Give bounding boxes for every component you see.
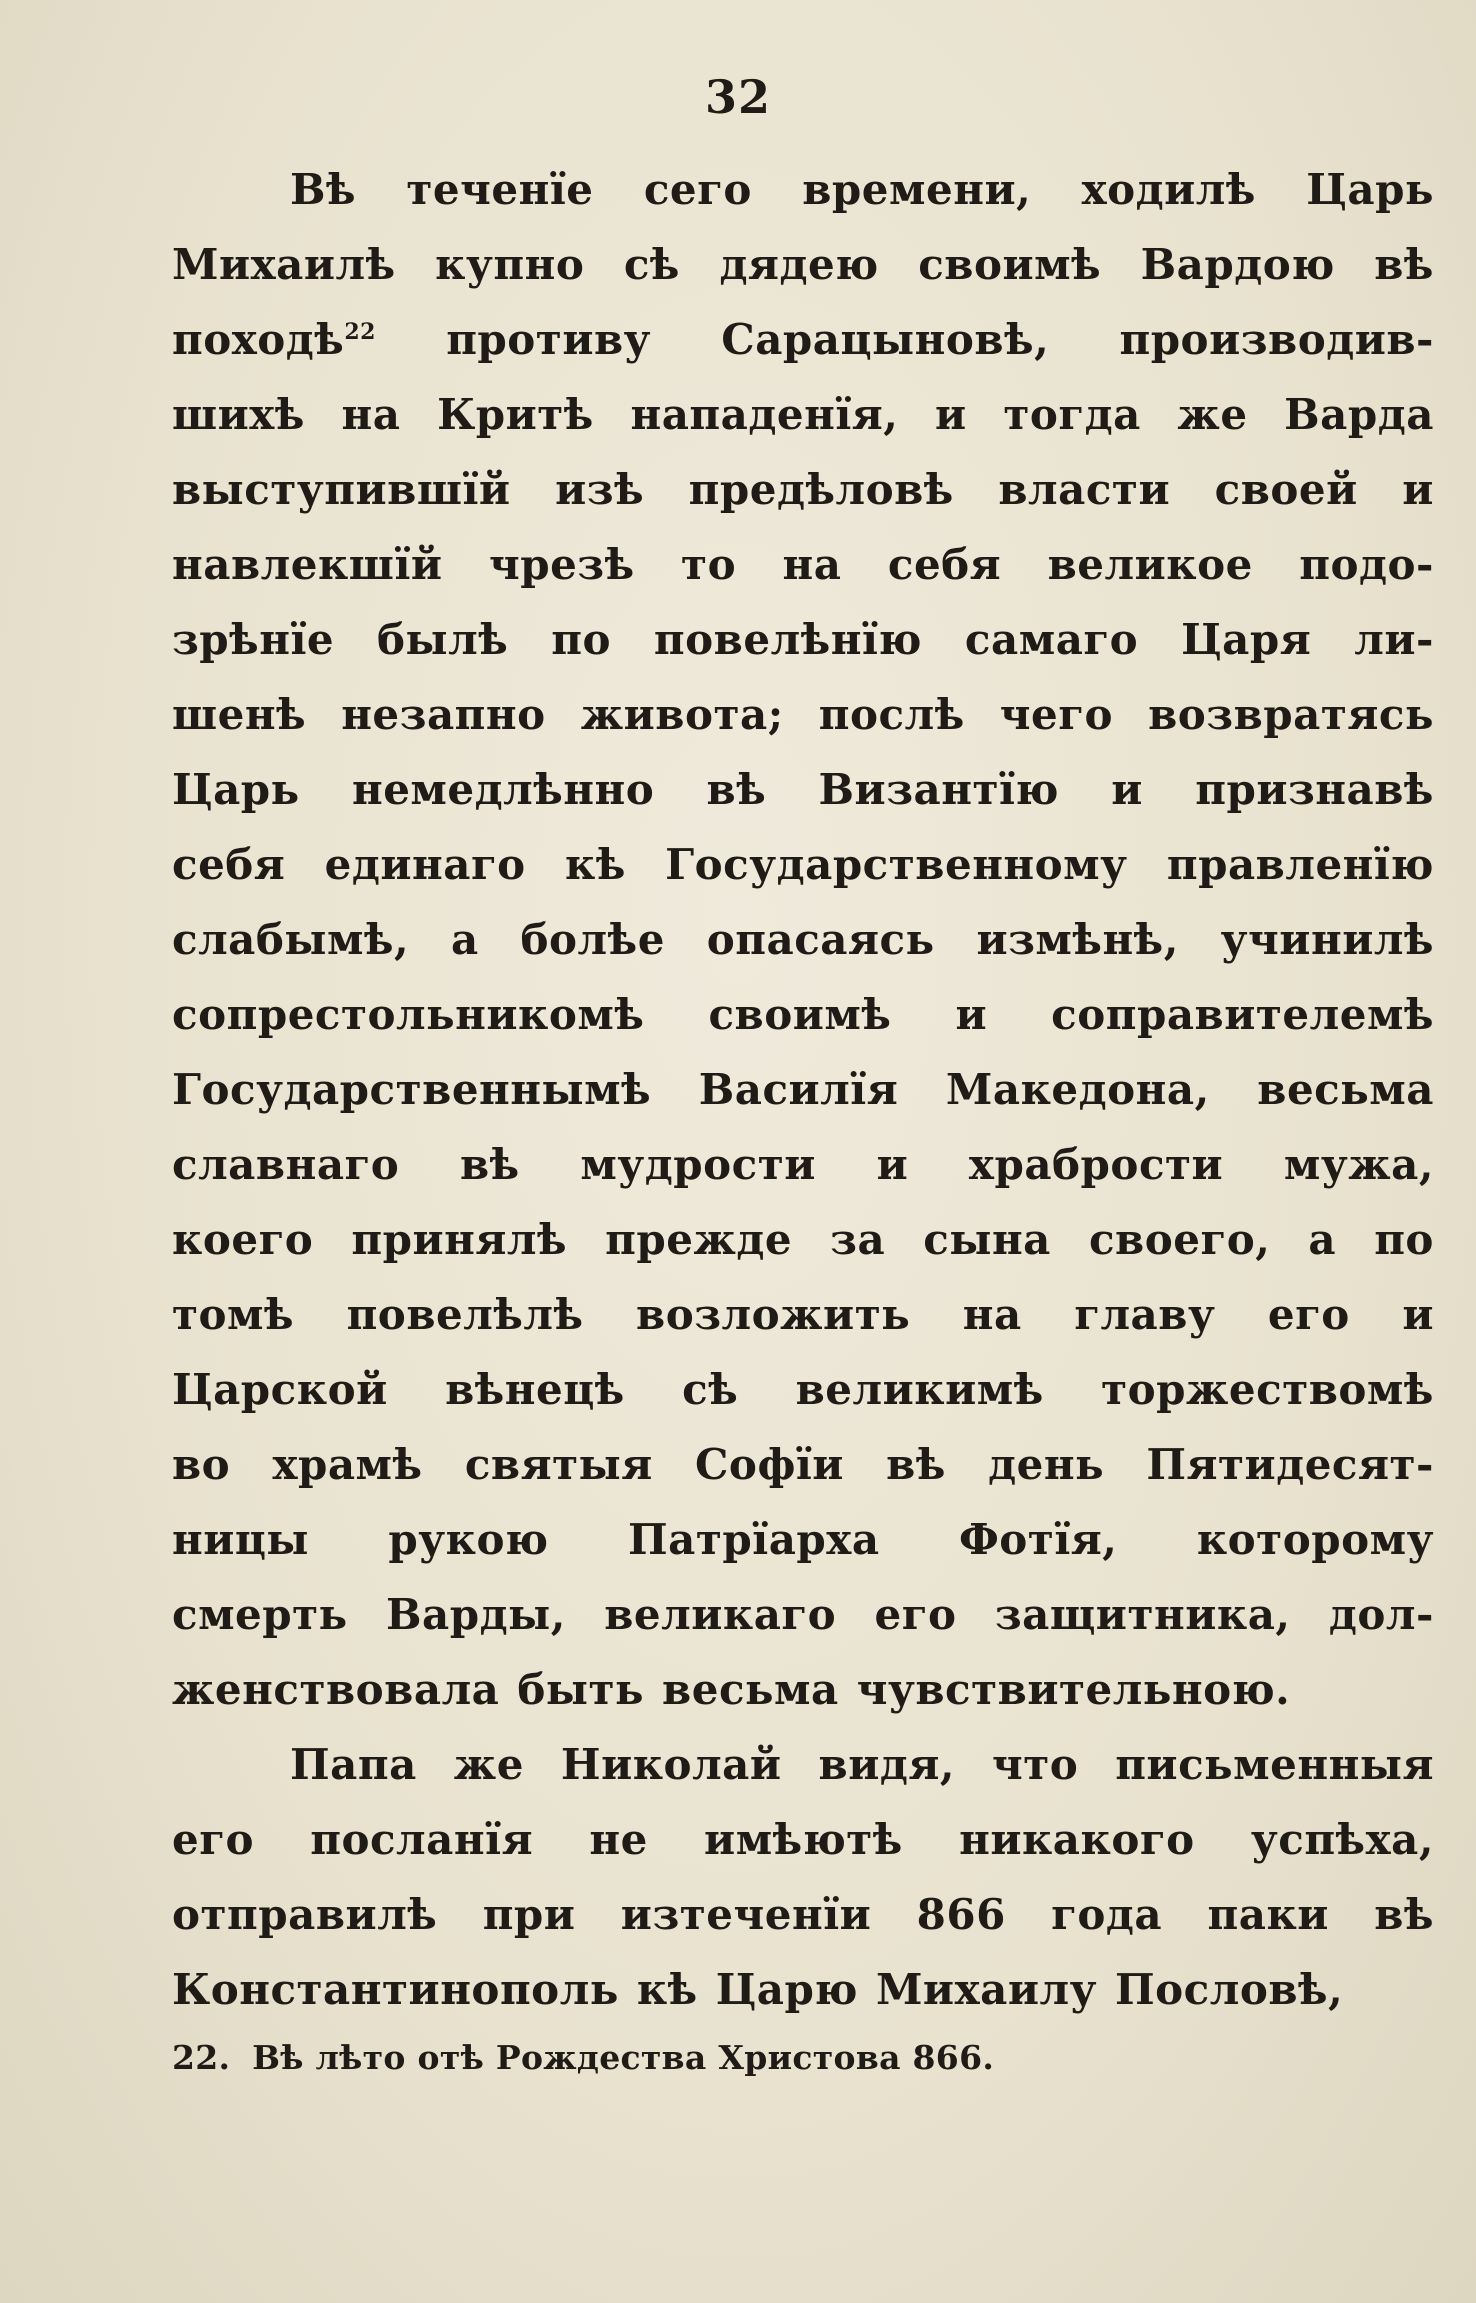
word: и — [935, 390, 967, 439]
word: Вѣ — [290, 165, 357, 214]
word: Государственнымѣ — [172, 1065, 652, 1114]
paragraph-1 — [172, 165, 1434, 1740]
text-line — [172, 1365, 1434, 1440]
word: Царя — [1181, 615, 1312, 664]
word: сѣ — [623, 240, 680, 289]
word: себя — [172, 840, 286, 889]
word: возложить — [636, 1290, 911, 1339]
word: власти — [998, 465, 1171, 514]
word: купно — [435, 240, 585, 289]
word: видя, — [818, 1740, 955, 1789]
word: вѣ — [706, 765, 767, 814]
word: письменныя — [1115, 1740, 1434, 1789]
word: Папа — [290, 1740, 417, 1789]
text-line — [172, 1515, 1434, 1590]
word: и — [876, 1140, 909, 1189]
word: на — [782, 540, 842, 589]
word: Вардою — [1140, 240, 1335, 289]
word: и — [955, 990, 988, 1039]
text-line — [172, 540, 1434, 615]
word: принялѣ — [351, 1215, 568, 1264]
word: признавѣ — [1195, 765, 1434, 814]
word: то — [681, 540, 737, 589]
word: святыя — [464, 1440, 653, 1489]
word: чрезѣ — [488, 540, 635, 589]
word: соправителемѣ — [1051, 990, 1434, 1039]
word: слабымѣ, — [172, 915, 410, 964]
word: его — [1267, 1290, 1350, 1339]
word: шихѣ — [172, 390, 305, 439]
word: защитника, — [994, 1590, 1291, 1639]
word: ницы — [172, 1515, 310, 1564]
word: томѣ — [172, 1290, 295, 1339]
word: и — [1402, 465, 1434, 514]
word: и — [1111, 765, 1143, 814]
word: сѣ — [682, 1365, 739, 1414]
word: Фотїя, — [958, 1515, 1118, 1564]
word: своимѣ — [918, 240, 1102, 289]
word: Пословѣ, — [1114, 1965, 1344, 2014]
word: кѣ — [564, 840, 626, 889]
word: коего — [172, 1215, 314, 1264]
word: болѣе — [520, 915, 665, 964]
footnote-number: 22. — [172, 2038, 231, 2077]
word: чего — [999, 690, 1114, 739]
word: по — [551, 615, 611, 664]
word: вѣ — [886, 1440, 946, 1489]
word: возвратясь — [1148, 690, 1434, 739]
text-line — [172, 1440, 1434, 1515]
text-line — [172, 1890, 1434, 1965]
text-line — [172, 1140, 1434, 1215]
text-line — [172, 990, 1434, 1065]
word: храмѣ — [272, 1440, 423, 1489]
word: Византїю — [818, 765, 1060, 814]
word: сына — [923, 1215, 1051, 1264]
word: повелѣлѣ — [346, 1290, 584, 1339]
word: подо- — [1299, 540, 1434, 589]
footnote-reference: 22 — [344, 319, 376, 345]
word: главу — [1074, 1290, 1216, 1339]
word: великаго — [604, 1590, 837, 1639]
word: Варды, — [386, 1590, 566, 1639]
word: немедлѣнно — [351, 765, 655, 814]
word: чувствительною. — [856, 1665, 1291, 1714]
word: женствовала — [172, 1665, 500, 1714]
word: времени, — [802, 165, 1032, 214]
word: дол- — [1328, 1590, 1434, 1639]
text-line — [172, 765, 1434, 840]
word: а — [1308, 1215, 1337, 1264]
word: никакого — [959, 1815, 1195, 1864]
word: смерть — [172, 1590, 348, 1639]
word: Царю — [715, 1965, 858, 2014]
text-line — [172, 1065, 1434, 1140]
word: Патрїарха — [627, 1515, 880, 1564]
word: кѣ — [636, 1965, 698, 2014]
text-line — [172, 1965, 1434, 2040]
word: учинилѣ — [1220, 915, 1434, 964]
word: зрѣнїе — [172, 615, 335, 664]
word: производив- — [1119, 315, 1434, 364]
word: на — [962, 1290, 1022, 1339]
word: Царь — [1306, 165, 1434, 214]
word: Царь — [172, 765, 300, 814]
word: незапно — [341, 690, 546, 739]
word: великимѣ — [795, 1365, 1044, 1414]
word: шенѣ — [172, 690, 307, 739]
text-line — [172, 465, 1434, 540]
word: теченїе — [406, 165, 594, 214]
word: имѣютѣ — [704, 1815, 903, 1864]
word: Василїя — [698, 1065, 899, 1114]
word: прежде — [605, 1215, 793, 1264]
word: Критѣ — [437, 390, 594, 439]
word: Софїи — [695, 1440, 844, 1489]
word: Михаилу — [875, 1965, 1097, 2014]
word: ли- — [1354, 615, 1434, 664]
text-line — [172, 690, 1434, 765]
word: которому — [1196, 1515, 1434, 1564]
text-line — [172, 1590, 1434, 1665]
word: на — [341, 390, 401, 439]
word: послѣ — [818, 690, 965, 739]
word: не — [589, 1815, 648, 1864]
word: же — [1177, 390, 1248, 439]
word: 866 — [916, 1890, 1006, 1939]
page-number: 32 — [704, 70, 771, 124]
word: его — [172, 1815, 254, 1864]
word: мужа, — [1283, 1140, 1434, 1189]
word: великое — [1047, 540, 1253, 589]
word: былѣ — [377, 615, 509, 664]
word: изтеченїи — [620, 1890, 872, 1939]
text-line — [172, 915, 1434, 990]
word: года — [1051, 1890, 1163, 1939]
word: Михаилѣ — [172, 240, 396, 289]
text-line — [172, 840, 1434, 915]
word: Государственному — [665, 840, 1128, 889]
word: посланїя — [310, 1815, 534, 1864]
word: вѣ — [1374, 1890, 1434, 1939]
text-line — [172, 1740, 1434, 1815]
word: своей — [1214, 465, 1358, 514]
word: славнаго — [172, 1140, 400, 1189]
word: самаго — [964, 615, 1139, 664]
word: ходилѣ — [1081, 165, 1256, 214]
word: отправилѣ — [172, 1890, 438, 1939]
word: повелѣнїю — [653, 615, 922, 664]
word: мудрости — [580, 1140, 816, 1189]
footnote-text: Вѣ лѣто отѣ Рождества Христова 866. — [252, 2038, 995, 2077]
word: Македона, — [945, 1065, 1210, 1114]
word: же — [453, 1740, 524, 1789]
footnote — [172, 2038, 1434, 2077]
word: своего, — [1088, 1215, 1271, 1264]
word: вѣ — [459, 1140, 520, 1189]
word: Константинополь — [172, 1965, 619, 2014]
text-line — [172, 615, 1434, 690]
word: успѣха, — [1250, 1815, 1434, 1864]
text-line — [172, 1665, 1434, 1740]
word: сопрестольникомѣ — [172, 990, 645, 1039]
word: живота; — [580, 690, 784, 739]
word: дядею — [719, 240, 879, 289]
word: опасаясь — [706, 915, 935, 964]
word: единаго — [324, 840, 526, 889]
word: его — [874, 1590, 957, 1639]
text-line — [172, 165, 1434, 240]
body-text — [172, 165, 1434, 2040]
word: сего — [643, 165, 752, 214]
word: торжествомѣ — [1101, 1365, 1434, 1414]
word: а — [450, 915, 479, 964]
word: противу — [446, 315, 652, 364]
word: изѣ — [555, 465, 645, 514]
word: по — [1374, 1215, 1434, 1264]
word-text: походѣ — [172, 315, 345, 364]
word: быть — [517, 1665, 645, 1714]
text-line — [172, 315, 1434, 390]
word — [172, 315, 376, 364]
word: Царской — [172, 1365, 388, 1414]
word: что — [991, 1740, 1079, 1789]
word: своимѣ — [708, 990, 892, 1039]
word: и — [1402, 1290, 1434, 1339]
word: паки — [1207, 1890, 1329, 1939]
word: вѣ — [1374, 240, 1434, 289]
word: измѣнѣ, — [976, 915, 1179, 964]
word: себя — [887, 540, 1002, 589]
word: выступившїй — [172, 465, 511, 514]
word: нападенїя, — [630, 390, 899, 439]
text-line — [172, 240, 1434, 315]
word: навлекшїй — [172, 540, 443, 589]
text-line — [172, 1215, 1434, 1290]
word: весьма — [662, 1665, 839, 1714]
word: за — [830, 1215, 886, 1264]
word: храбрости — [968, 1140, 1224, 1189]
word: Сарацыновѣ, — [721, 315, 1050, 364]
word: весьма — [1257, 1065, 1434, 1114]
paragraph-2 — [172, 1740, 1434, 2040]
text-line — [172, 390, 1434, 465]
word: тогда — [1003, 390, 1141, 439]
word: вѣнецѣ — [445, 1365, 625, 1414]
word: рукою — [388, 1515, 549, 1564]
word: при — [482, 1890, 576, 1939]
word: предѣловѣ — [688, 465, 954, 514]
text-line — [172, 1815, 1434, 1890]
word: день — [988, 1440, 1105, 1489]
word: Пятидесят- — [1146, 1440, 1434, 1489]
word: во — [172, 1440, 231, 1489]
text-line — [172, 1290, 1434, 1365]
word: правленїю — [1166, 840, 1434, 889]
word: Николай — [560, 1740, 782, 1789]
word: Варда — [1284, 390, 1434, 439]
